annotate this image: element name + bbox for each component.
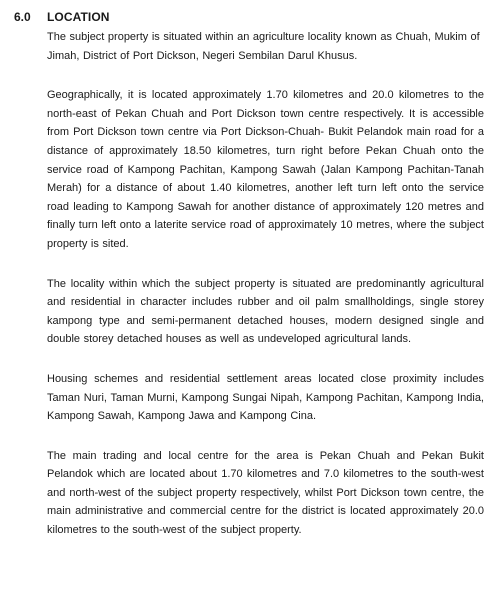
section-body xyxy=(47,28,484,561)
paragraph-locality-character: The locality within which the subject property is situated are predominantly agricultural and residential in character includes rubber and oil palm smallholdings, single storey kampong type and semi-permanent detached houses, modern designed single and double storey detached houses as well as undeveloped agricultural lands. xyxy=(47,277,484,346)
paragraph-trading-centres: The main trading and local centre for the area is Pekan Chuah and Pekan Bukit Pelandok which are located about 1.70 kilometres and 7.0 kilometres to the south-west and north-west of the subject property respectively, whilst Port Dickson town centre, the main administrative and commercial centre for the district is located approximately 20.0 kilometres to the south-west of the subject property. xyxy=(47,449,484,537)
paragraph-geographic-access: Geographically, it is located approximately 1.70 kilometres and 20.0 kilometres to the north-east of Pekan Chuah and Port Dickson town centre respectively. It is accessible from Port Dickson town centre via Port Dickson-Chuah- Bukit Pelandok main road for a distance of approximately 18.50 kilometres, turn right before Pekan Chuah onto the service road of Kampong Pachitan, Kampong Sawah (Jalan Kampong Pachitan-Tanah Merah) for a distance of about 1.40 kilometres, another left turn left onto the service road leading to Kampong Sawah for another distance of approximately 120 metres and finally turn left onto a laterite service road of approximately 10 metres, where the subject property is sited. xyxy=(47,89,484,250)
section-number: 6.0 xyxy=(14,10,31,24)
paragraph-housing-schemes: Housing schemes and residential settlement areas located close proximity includes Taman Nuri, Taman Murni, Kampong Sungai Nipah, Kampong Pachitan, Kampong India, Kampong Sawah, Kampong Jawa and Kampong Cina. xyxy=(47,372,484,423)
paragraph-property-situation: The subject property is situated within an agriculture locality known as Chuah, Mukim of Jimah, District of Port Dickson, Negeri Sembilan Darul Khusus. xyxy=(47,31,480,62)
section-title: LOCATION xyxy=(47,10,110,24)
